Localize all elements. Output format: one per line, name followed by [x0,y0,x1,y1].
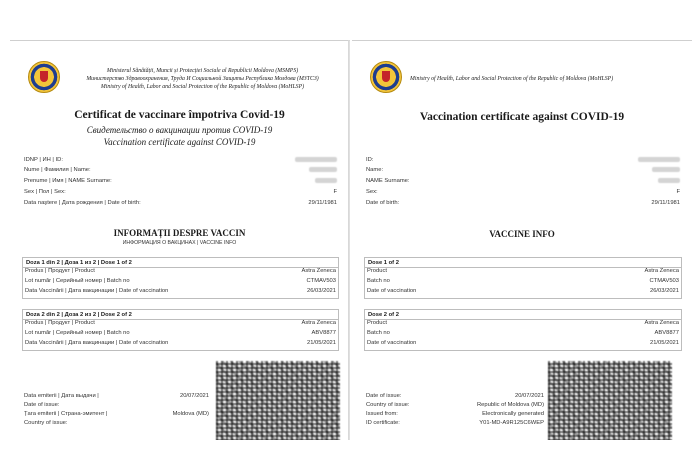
issue-country-en: Country of issue: [24,420,68,426]
ministry-name: Ministry of Health, Labor and Social Protection of the Republic of Moldova (MoHLSP) [410,76,614,82]
certificate-header [20,55,341,99]
dose-1-product: Product Astra Zeneca [367,268,679,274]
field-date-of-birth: Data naşterе | Дата рождения | Date of birth: 29/11/1981 [24,200,337,206]
divider [348,40,349,440]
dose-1-date: Data Vaccinării | Дата вакцинации | Date of vaccination 26/03/2021 [25,288,336,294]
ministry-name: Ministerul Sănătății, Muncii și Protecției Sociale al Republicii Moldova (MSMPS) Министерство Здравоохранения, Труда И Социальной Защиты Республика Молдова (МЗТСЗ) Ministry of Health, Labor and Social Protection of the Republic of Moldova (MoHLSP) [86,68,319,90]
dose-1-date: Date of vaccination 26/03/2021 [367,288,679,294]
vaccine-section-title: VACCINE INFO [489,229,555,239]
dose-1-batch: Batch no CTMAV503 [367,278,679,284]
vaccine-section-subtitle: ИНФОРМАЦИЯ О ВАКЦИНАХ | VACCINE INFO [122,240,237,246]
field-id: ID: [366,157,680,167]
dose-1-heading: Dose 1 of 2 [365,258,681,268]
qr-code [216,361,340,440]
dose-2-date: Data Vaccinării | Дата вакцинации | Date of vaccination 21/05/2021 [25,340,336,346]
issue-date: Data emiterii | Дата выдачи | 20/07/2021 [24,393,209,399]
dose-1-heading: Doza 1 din 2 | Доза 1 из 2 | Dose 1 of 2 [23,258,338,268]
dose-2-product: Produs | Продукт | Product Astra Zeneca [25,320,336,326]
dose-2-heading: Doza 2 din 2 | Доза 2 из 2 | Dose 2 of 2 [23,310,338,320]
dose-2-batch: Lot număr | Серийный номер | Batch no ABV8877 [25,330,336,336]
issued-from: Issued from: Electronically generated [366,411,544,417]
dose-1-product: Produs | Продукт | Product Astra Zeneca [25,268,336,274]
dose-1-box [22,257,339,299]
moldova-coat-of-arms-icon [28,61,60,93]
dose-2-batch: Batch no ABV8877 [367,330,679,336]
certificate-romanian [10,40,350,440]
issue-country: Țara emiterii | Страна-эмитент | Moldova (MD) [24,411,209,417]
issue-date-en: Date of issue: [24,402,60,408]
field-sex: Sex | Пол | Sex: F [24,189,337,195]
issue-country: Country of issue: Republic of Moldova (MD) [366,402,544,408]
field-date-of-birth: Date of birth: 29/11/1981 [366,200,680,206]
moldova-coat-of-arms-icon [370,61,402,93]
certificate-header [362,55,684,99]
field-id: IDNP | ИН | ID: [24,157,337,167]
certificate-subtitle-en: Vaccination certificate against COVID-19 [103,137,256,147]
field-name: Name: [366,167,680,177]
vaccine-section-title: INFORMAȚII DESPRE VACCIN [113,228,246,238]
certificate-title: Certificat de vaccinare împotriva Covid-19 [74,109,285,121]
dose-1-box [364,257,682,299]
field-surname: NAME Surname: [366,178,680,188]
issue-date: Date of issue: 20/07/2021 [366,393,544,399]
dose-2-date: Date of vaccination 21/05/2021 [367,340,679,346]
field-name: Nume | Фамилия | Name: [24,167,337,177]
field-surname: Prenume | Имя | NAME Surname: [24,178,337,188]
certificate-english [352,40,692,440]
dose-2-box [22,309,339,351]
dose-2-box [364,309,682,351]
dose-1-batch: Lot număr | Серийный номер | Batch no CTMAV503 [25,278,336,284]
certificate-subtitle-ru: Свидетельство о вакцинации против COVID-19 [86,125,273,135]
qr-code [548,361,672,440]
dose-2-product: Product Astra Zeneca [367,320,679,326]
dose-2-heading: Dose 2 of 2 [365,310,681,320]
certificate-id: ID certificate: Y01-MD-A9R125C6WEP [366,420,544,426]
certificate-title: Vaccination certificate against COVID-19 [419,111,625,123]
field-sex: Sex: F [366,189,680,195]
